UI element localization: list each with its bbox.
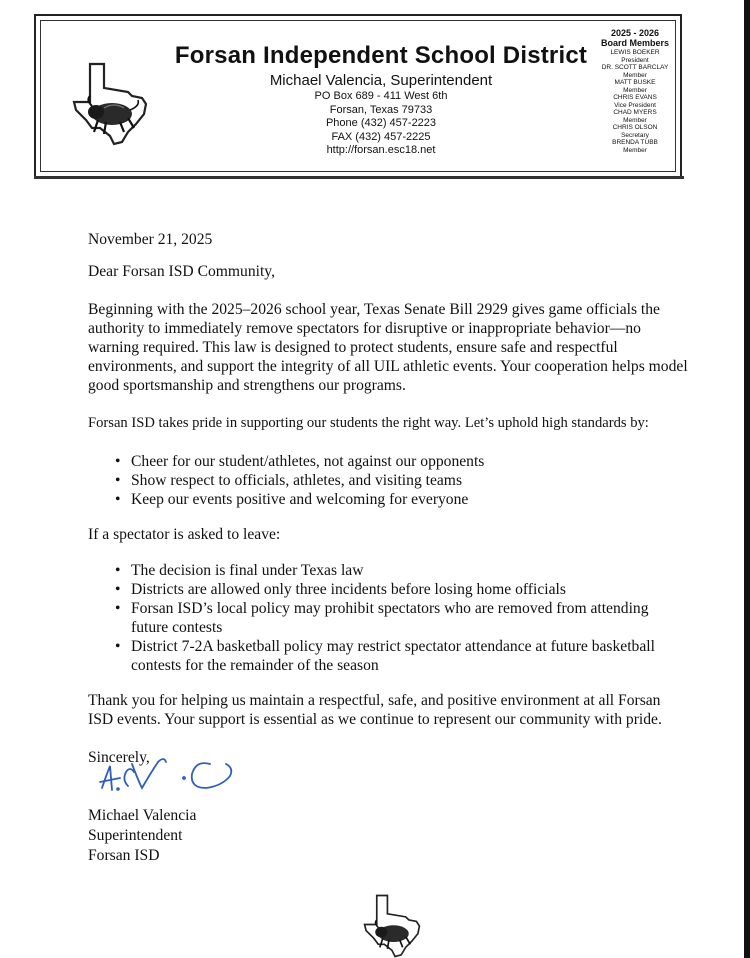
board-member-role: Member bbox=[623, 146, 647, 154]
paragraph-sb2929: Beginning with the 2025–2026 school year, Texas Senate Bill 2929 gives game officials the authority to immediately remove spectators for disruptive or inappropriate behavior—no warning required. This law is designed to protect students, ensure safe and respectful environments, and support the integrity of all UIL athletic events. Your cooperation helps model good sportsmanship and strengthens our programs. bbox=[88, 301, 688, 394]
address-line: Forsan, Texas 79733 bbox=[329, 103, 433, 116]
board-member-role: Vice President bbox=[614, 101, 656, 109]
board-member-role: Member bbox=[623, 71, 647, 79]
board-member-role: Secretary bbox=[621, 131, 649, 139]
letterhead-divider bbox=[34, 176, 684, 179]
list-item: • District 7-2A basketball policy may restrict spectator attendance at future basketball contests for the remainder of the season bbox=[115, 638, 655, 674]
texas-buffalo-logo-icon bbox=[70, 62, 150, 146]
board-member-name: MATT BUSKE bbox=[614, 79, 656, 86]
board-title: Board Members bbox=[600, 38, 670, 48]
board-member-name: DR. SCOTT BARCLAY bbox=[601, 64, 669, 71]
letter-date: November 21, 2025 bbox=[88, 231, 213, 248]
board-member-name: CHAD MYERS bbox=[613, 109, 657, 116]
list-item: • Show respect to officials, athletes, and visiting teams bbox=[115, 472, 463, 489]
signer-org: Forsan ISD bbox=[88, 847, 160, 864]
paragraph-standards-intro: Forsan ISD takes pride in supporting our students the right way. Let’s uphold high standards by: bbox=[88, 415, 649, 431]
letter-greeting: Dear Forsan ISD Community, bbox=[88, 263, 275, 280]
bullet-icon: • bbox=[115, 562, 121, 579]
list-item: • Keep our events positive and welcoming for everyone bbox=[115, 491, 469, 508]
phone-line: Phone (432) 457-2223 bbox=[325, 117, 437, 129]
list-item: • Forsan ISD’s local policy may prohibit spectators who are removed from attending future contests bbox=[115, 600, 649, 636]
consequences-list bbox=[88, 561, 688, 675]
board-member-name: CHRIS EVANS bbox=[613, 94, 657, 101]
paragraph-removal-intro: If a spectator is asked to leave: bbox=[88, 526, 281, 543]
list-item: • The decision is final under Texas law bbox=[115, 562, 364, 579]
letter-closing: Sincerely, bbox=[88, 749, 150, 766]
board-member-role: President bbox=[621, 56, 649, 64]
board-members-panel bbox=[594, 28, 676, 154]
bullet-icon: • bbox=[115, 491, 121, 508]
bullet-icon: • bbox=[115, 638, 121, 655]
texas-buffalo-logo-icon bbox=[360, 894, 424, 958]
board-member-name: CHRIS OLSON bbox=[612, 124, 658, 131]
board-year: 2025 - 2026 bbox=[610, 28, 660, 38]
fax-line: FAX (432) 457-2225 bbox=[331, 130, 431, 143]
board-member-role: Member bbox=[623, 86, 647, 94]
list-item: • Cheer for our student/athletes, not against our opponents bbox=[115, 453, 485, 470]
letter-body bbox=[88, 230, 688, 767]
bullet-icon: • bbox=[115, 472, 121, 489]
bullet-icon: • bbox=[115, 453, 121, 470]
superintendent-line: Michael Valencia, Superintendent bbox=[269, 72, 493, 89]
standards-list bbox=[88, 452, 688, 509]
bullet-icon: • bbox=[115, 600, 121, 617]
website-link[interactable]: http://forsan.esc18.net bbox=[326, 144, 436, 156]
paragraph-thanks: Thank you for helping us maintain a respectful, safe, and positive environment at all Forsan ISD events. Your support is essential as we continue to represent our community with pride. bbox=[88, 692, 662, 728]
district-name: Forsan Independent School District bbox=[174, 42, 588, 69]
address-line: PO Box 689 - 411 West 6th bbox=[314, 90, 448, 102]
page-edge bbox=[744, 0, 750, 958]
signer-name: Michael Valencia bbox=[88, 807, 197, 824]
district-info bbox=[166, 42, 596, 158]
board-member-role: Member bbox=[623, 116, 647, 124]
board-member-name: LEWIS BOEKER bbox=[610, 49, 660, 56]
bullet-icon: • bbox=[115, 581, 121, 598]
signature-icon bbox=[84, 752, 264, 802]
list-item: • Districts are allowed only three incidents before losing home officials bbox=[115, 581, 566, 598]
board-member-name: BRENDA TUBB bbox=[612, 139, 658, 146]
signature-block bbox=[88, 806, 196, 866]
signer-title: Superintendent bbox=[88, 827, 183, 844]
